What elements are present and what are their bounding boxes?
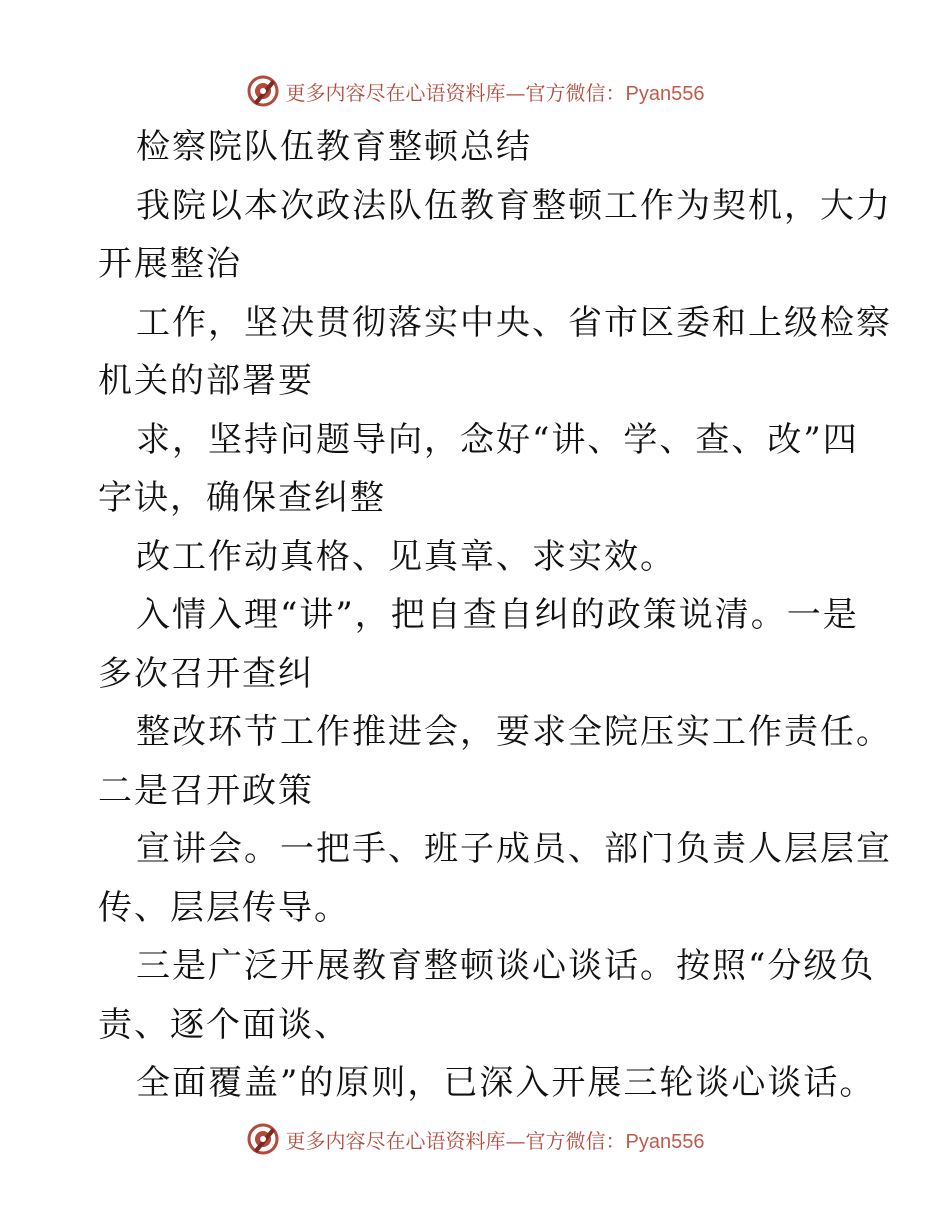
watermark-handle: Pyan556	[625, 82, 705, 105]
watermark-handle: Pyan556	[625, 1130, 705, 1153]
text-line: 改工作动真格、见真章、求实效。	[136, 536, 676, 577]
watermark-text: 更多内容尽在心语资料库—官方微信：Pyan556	[285, 1128, 705, 1153]
footer-watermark	[0, 1119, 950, 1159]
text-line: 全面覆盖”的原则，已深入开展三轮谈心谈话。	[136, 1063, 876, 1103]
text-line: 整改环节工作推进会，要求全院压实工作责任。	[136, 712, 892, 752]
header-watermark	[0, 71, 950, 111]
pen-logo-icon	[246, 1122, 280, 1156]
text-line: 传、层层传导。	[98, 887, 350, 928]
watermark-text: 更多内容尽在心语资料库—官方微信：Pyan556	[285, 80, 705, 105]
text-line: 求，坚持问题导向，念好“讲、学、查、改”四	[136, 419, 859, 460]
text-line: 宣讲会。一把手、班子成员、部门负责人层层宣	[136, 829, 892, 869]
text-line: 入情入理“讲”，把自查自纠的政策说清。一是	[136, 595, 859, 635]
text-line: 字诀，确保查纠整	[98, 478, 386, 518]
text-line: 机关的部署要	[98, 361, 314, 401]
text-line: 多次召开查纠	[98, 653, 314, 694]
text-line: 责、逐个面谈、	[98, 1004, 350, 1045]
pen-logo-icon	[246, 74, 280, 108]
text-line: 工作，坚决贯彻落实中央、省市区委和上级检察	[136, 302, 892, 343]
document-body	[98, 118, 892, 1113]
text-line: 我院以本次政法队伍教育整顿工作为契机，大力	[136, 185, 892, 226]
text-line: 开展整治	[98, 244, 242, 284]
text-line: 检察院队伍教育整顿总结	[136, 127, 532, 167]
text-line: 二是召开政策	[98, 770, 314, 811]
text-line: 三是广泛开展教育整顿谈心谈话。按照“分级负	[136, 946, 876, 986]
